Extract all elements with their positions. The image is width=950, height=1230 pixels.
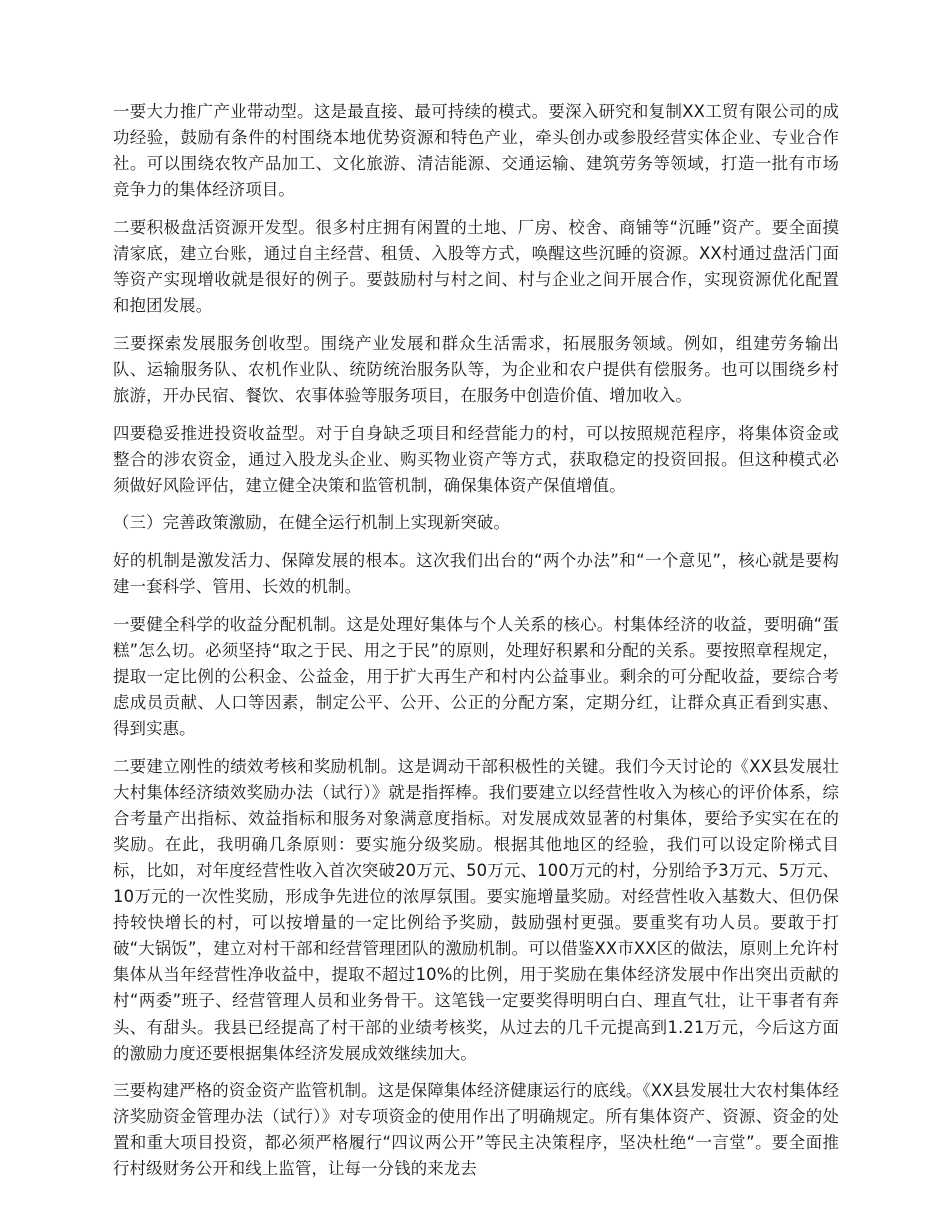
heading-section-three: （三）完善政策激励，在健全运行机制上实现新突破。 xyxy=(113,513,510,533)
paragraph-mechanism-intro: 好的机制是激发活力、保障发展的根本。这次我们出台的“两个办法”和“一个意见”，核心就是要构建一套科学、管用、长效的机制。 xyxy=(113,550,839,596)
paragraph-performance-incentive: 二要建立刚性的绩效考核和奖励机制。这是调动干部积极性的关键。我们今天讨论的《XX县发展壮大村集体经济绩效奖励办法（试行）》就是指挥棒。我们要建立以经营性收入为核心的评价体系，综合考量产出指标、效益指标和服务对象满意度指标。对发展成效显著的村集体，要给予实实在在的奖励。在此，我明确几条原则：要实施分级奖励。根据其他地区的经验，我们可以设定阶梯式目标，比如，对年度经营性收入首次突破20万元、50万元、100万元的村，分别给予3万元、5万元、10万元的一次性奖励，形成争先进位的浓厚氛围。要实施增量奖励。对经营性收入基数大、但仍保持较快增长的村，可以按增量的一定比例给予奖励，鼓励强村更强。要重奖有功人员。要敢于打破“大锅饭”，建立对村干部和经营管理团队的激励机制。可以借鉴XX市XX区的做法，原则上允许村集体从当年经营性净收益中，提取不超过10%的比例，用于奖励在集体经济发展中作出突出贡献的村“两委”班子、经营管理人员和业务骨干。这笔钱一定要奖得明明白白、理直气壮，让干事者有奔头、有甜头。我县已经提高了村干部的业绩考核奖，从过去的几千元提高到1.21万元，今后这方面的激励力度还要根据集体经济发展成效继续加大。 xyxy=(113,756,839,1063)
paragraph-industry-driven: 一要大力推广产业带动型。这是最直接、最可持续的模式。要深入研究和复制XX工贸有限公司的成功经验，鼓励有条件的村围绕本地优势资源和特色产业，牵头创办或参股经营实体企业、专业合作社。可以围绕农牧产品加工、文化旅游、清洁能源、交通运输、建筑劳务等领域，打造一批有市场竞争力的集体经济项目。 xyxy=(113,102,839,200)
paragraph-resource-activation: 二要积极盘活资源开发型。很多村庄拥有闲置的土地、厂房、校舍、商铺等“沉睡”资产。要全面摸清家底，建立台账，通过自主经营、租赁、入股等方式，唤醒这些沉睡的资源。XX村通过盘活门面等资产实现增收就是很好的例子。要鼓励村与村之间、村与企业之间开展合作，实现资源优化配置和抱团发展。 xyxy=(113,217,839,316)
document-text-body xyxy=(113,99,839,1183)
paragraph-investment-income: 四要稳妥推进投资收益型。对于自身缺乏项目和经营能力的村，可以按照规范程序，将集体资金或整合的涉农资金，通过入股龙头企业、购买物业资产等方式，获取稳定的投资回报。但这种模式必须做好风险评估，建立健全决策和监管机制，确保集体资产保值增值。 xyxy=(113,423,839,495)
paragraph-service-revenue: 三要探索发展服务创收型。围绕产业发展和群众生活需求，拓展服务领域。例如，组建劳务输出队、运输服务队、农机作业队、统防统治服务队等，为企业和农户提供有偿服务。也可以围绕乡村旅游，开办民宿、餐饮、农事体验等服务项目，在服务中创造价值、增加收入。 xyxy=(113,333,839,405)
paragraph-income-distribution: 一要健全科学的收益分配机制。这是处理好集体与个人关系的核心。村集体经济的收益，要明确“蛋糕”怎么切。必须坚持“取之于民、用之于民”的原则，处理好积累和分配的关系。要按照章程规定，提取一定比例的公积金、公益金，用于扩大再生产和村内公益事业。剩余的可分配收益，要综合考虑成员贡献、人口等因素，制定公平、公开、公正的分配方案，定期分红，让群众真正看到实惠、得到实惠。 xyxy=(113,614,839,738)
paragraph-fund-supervision: 三要构建严格的资金资产监管机制。这是保障集体经济健康运行的底线。《XX县发展壮大农村集体经济奖励资金管理办法（试行）》对专项资金的使用作出了明确规定。所有集体资产、资源、资金的处置和重大项目投资，都必须严格履行“四议两公开”等民主决策程序，坚决杜绝“一言堂”。要全面推行村级财务公开和线上监管，让每一分钱的来龙去 xyxy=(113,1081,839,1179)
